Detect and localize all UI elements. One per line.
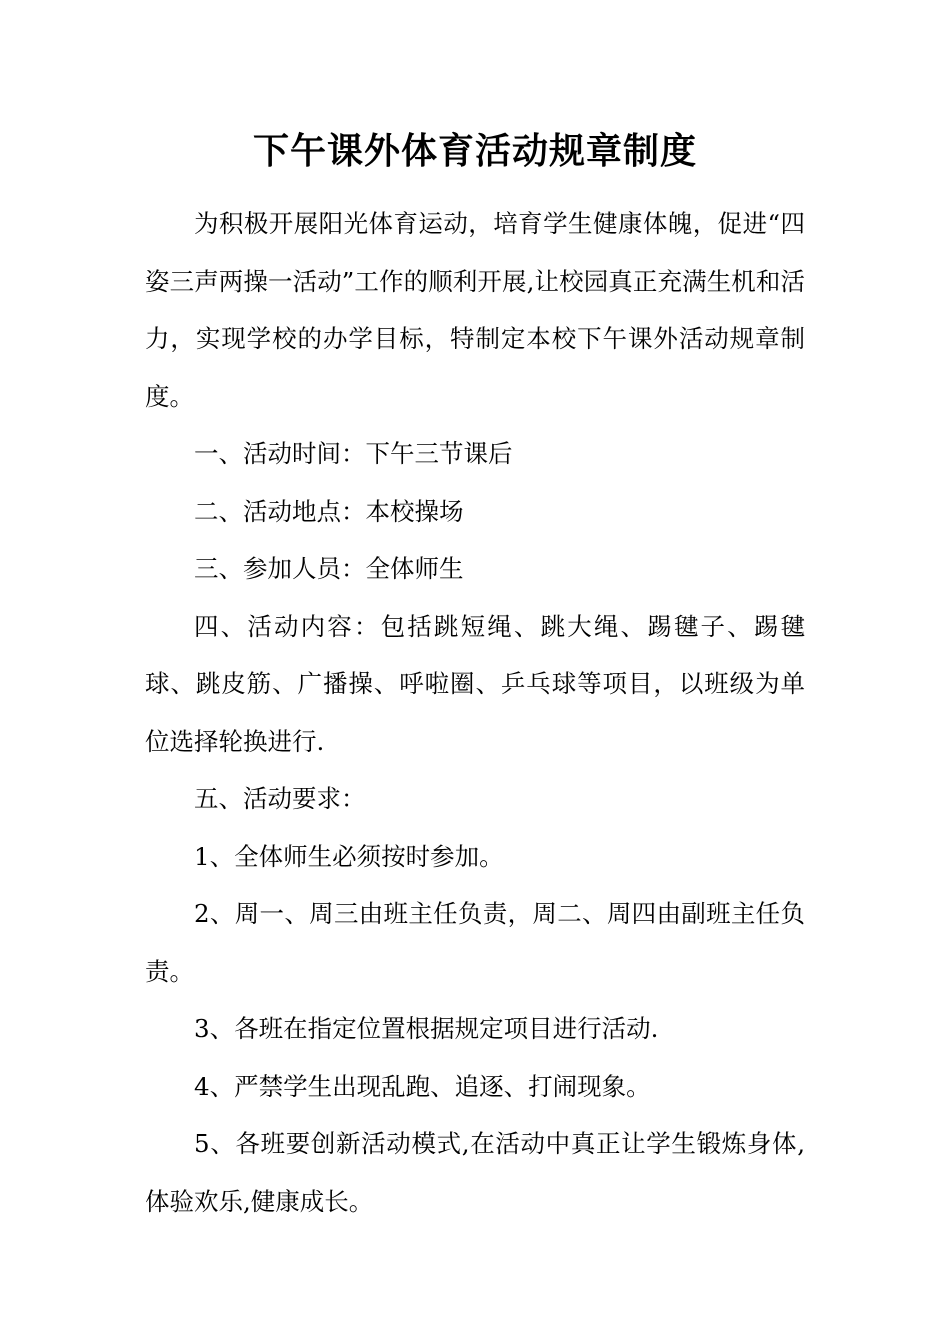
paragraph-requirement-1: 1、全体师生必须按时参加。 <box>194 841 504 871</box>
paragraph-participants: 三、参加人员：全体师生 <box>194 554 464 583</box>
paragraph-requirement-2: 2、周一、周三由班主任负责，周二、周四由副班主任负责。 <box>145 899 805 986</box>
paragraph-activity-content: 四、活动内容：包括跳短绳、跳大绳、踢毽子、踢毽球、跳皮筋、广播操、呼啦圈、乒乓球等项目，以班级为单位选择轮换进行. <box>145 611 805 756</box>
paragraph-requirement-3: 3、各班在指定位置根据规定项目进行活动. <box>194 1014 659 1043</box>
paragraph-requirements-heading: 五、活动要求： <box>194 784 366 813</box>
paragraph-activity-location: 二、活动地点：本校操场 <box>194 496 464 526</box>
paragraph-intro: 为积极开展阳光体育运动，培育学生健康体魄，促进“四姿三声两操一活动”工作的顺利开展,让校园真正充满生机和活力，实现学校的办学目标，特制定本校下午课外活动规章制度。 <box>145 209 805 411</box>
paragraph-requirement-5: 5、各班要创新活动模式,在活动中真正让学生锻炼身体,体验欢乐,健康成长。 <box>145 1129 805 1216</box>
document-title: 下午课外体育活动规章制度 <box>252 131 697 172</box>
paragraph-requirement-4: 4、严禁学生出现乱跑、追逐、打闹现象。 <box>194 1071 651 1101</box>
paragraph-activity-time: 一、活动时间：下午三节课后 <box>194 439 513 468</box>
document-body <box>145 195 805 1230</box>
